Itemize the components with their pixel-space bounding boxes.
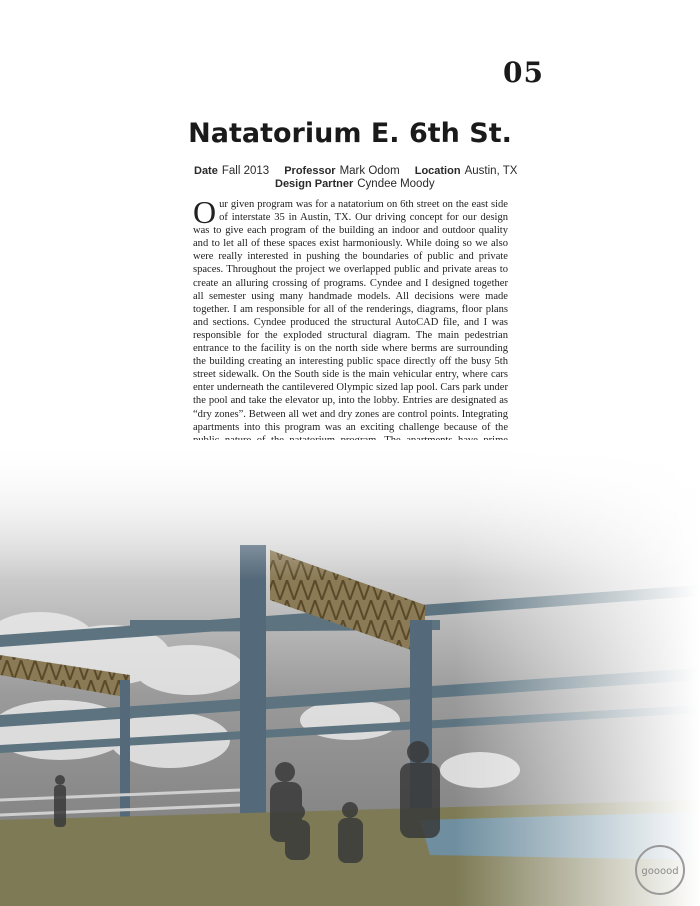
location-label: Location	[414, 165, 461, 177]
page-number: 05	[503, 56, 544, 89]
date-value: Fall 2013	[221, 165, 270, 177]
svg-text:gooood: gooood	[641, 866, 679, 877]
project-meta	[194, 165, 529, 177]
partner-label: Design Partner	[275, 178, 354, 190]
page-title: Natatorium E. 6th St.	[188, 118, 512, 149]
description-text: ur given program was for a natatorium on 6th street on the east side of interstate 35 in Austin, TX. Our driving concept for our design was to give each program of the building an indoor and outdoor quality and to let all of these spaces exist harmoniously. While doing so we also were really interested in pushing the boundaries of public and private spaces. Throughout the project we overlapped public and private areas to create an alluring crossing of programs. Cyndee and I designed together all semester using many handmade models. All decisions were made together. I am responsible for all of the renderings, diagrams, floor plans and sections. Cyndee produced the structural AutoCAD file, and I was responsible for the exploded structural diagram. The main pedestrian entrance to the facility is on the north side where berms are surrounding the building creating an interesting public space directly off the busy 5th street sidewalk. On the South side is the main vehicular entry, where cars enter underneath the cantilevered Olympic sized lap pool. Cars park under the pool and take the elevator up, into the lobby. Entries are designated as “dry zones”. Between all wet and dry zones are control points. Integrating apartments into this program was an exciting challenge because of the	[193, 199, 508, 433]
partner-value: Cyndee Moody	[357, 178, 435, 190]
professor-label: Professor	[284, 165, 336, 177]
watermark-logo	[630, 842, 690, 898]
location-value: Austin, TX	[464, 165, 518, 177]
project-meta-partner	[275, 178, 447, 190]
drop-cap: O	[193, 194, 217, 230]
date-label: Date	[194, 165, 218, 177]
professor-value: Mark Odom	[339, 165, 400, 177]
architectural-rendering	[0, 440, 700, 906]
